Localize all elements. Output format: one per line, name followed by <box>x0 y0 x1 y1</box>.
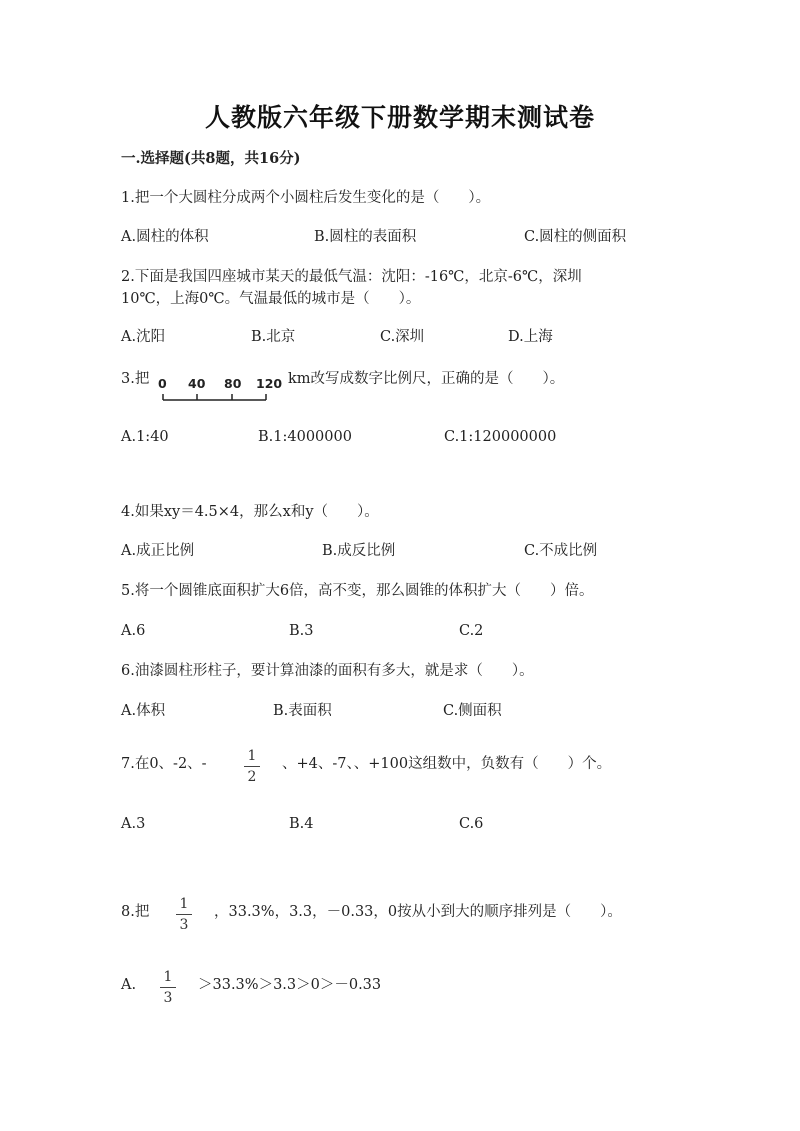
question-1-option-b: B.圆柱的表面积 <box>314 229 417 245</box>
fraction-one-third-option <box>160 969 176 1006</box>
question-2-option-c: C.深圳 <box>380 329 425 345</box>
page-title: 人教版六年级下册数学期末测试卷 <box>204 103 595 132</box>
question-6-option-c: C.侧面积 <box>443 703 502 719</box>
section-heading: 一.选择题(共8题，共16分) <box>121 150 301 167</box>
fraction-bar <box>176 914 192 915</box>
question-1-option-c: C.圆柱的侧面积 <box>524 229 627 245</box>
fraction-one-third <box>176 896 192 933</box>
question-5-option-c: C.2 <box>459 623 484 639</box>
question-3-stem-prefix: 3.把 <box>121 371 150 387</box>
question-3-option-a: A.1:40 <box>121 429 169 445</box>
fraction-denominator: 3 <box>163 990 173 1006</box>
question-7-option-a: A.3 <box>121 816 146 832</box>
question-6-stem: 6.油漆圆柱形柱子，要计算油漆的面积有多大，就是求（ ）。 <box>121 663 534 679</box>
question-7-stem-prefix: 7.在0、-2、- <box>121 756 207 772</box>
question-1-option-a: A.圆柱的体积 <box>121 229 209 245</box>
question-4-option-b: B.成反比例 <box>322 543 396 559</box>
fraction-one-half <box>244 748 260 785</box>
question-5-stem: 5.将一个圆锥底面积扩大6倍，高不变，那么圆锥的体积扩大（ ）倍。 <box>121 583 594 599</box>
question-7-option-b: B.4 <box>289 816 314 832</box>
question-2-option-b: B.北京 <box>251 329 296 345</box>
question-5-option-a: A.6 <box>121 623 146 639</box>
question-4-stem: 4.如果xy＝4.5×4，那么x和y（ ）。 <box>121 504 379 520</box>
scale-label-120: 120 <box>256 376 283 391</box>
scale-label-80: 80 <box>224 376 242 391</box>
question-3-stem-suffix: km改写成数字比例尺，正确的是（ ）。 <box>288 371 565 387</box>
question-3-option-c: C.1:120000000 <box>444 429 557 445</box>
fraction-bar <box>244 766 260 767</box>
question-2-stem-line2: 10℃，上海0℃。气温最低的城市是（ ）。 <box>121 291 421 307</box>
question-2-stem-line1: 2.下面是我国四座城市某天的最低气温：沈阳：-16℃，北京-6℃，深圳 <box>121 269 582 285</box>
scale-label-40: 40 <box>188 376 206 391</box>
scale-line <box>158 390 283 402</box>
question-7-option-c: C.6 <box>459 816 484 832</box>
question-5-option-b: B.3 <box>289 623 314 639</box>
question-8-stem-prefix: 8.把 <box>121 904 150 920</box>
fraction-numerator: 1 <box>247 748 257 764</box>
fraction-denominator: 3 <box>179 917 189 933</box>
question-7-stem-suffix: 、+4、-7、、+100这组数中，负数有（ ）个。 <box>282 756 612 772</box>
question-2-option-a: A.沈阳 <box>121 329 166 345</box>
question-4-option-c: C.不成比例 <box>524 543 598 559</box>
question-8-option-a-prefix: A. <box>121 977 137 993</box>
fraction-denominator: 2 <box>247 769 257 785</box>
question-8-option-a-suffix: ＞33.3%＞3.3＞0＞－0.33 <box>198 977 382 993</box>
fraction-numerator: 1 <box>179 896 189 912</box>
question-6-option-a: A.体积 <box>121 703 166 719</box>
question-4-option-a: A.成正比例 <box>121 543 195 559</box>
question-3-option-b: B.1:4000000 <box>258 429 352 445</box>
scale-bar <box>158 376 283 402</box>
fraction-bar <box>160 987 176 988</box>
question-8-stem-suffix: ，33.3%，3.3，－0.33，0按从小到大的顺序排列是（ ）。 <box>214 904 622 920</box>
question-6-option-b: B.表面积 <box>273 703 332 719</box>
scale-label-0: 0 <box>158 376 167 391</box>
question-1-stem: 1.把一个大圆柱分成两个小圆柱后发生变化的是（ ）。 <box>121 190 491 206</box>
fraction-numerator: 1 <box>163 969 173 985</box>
question-2-option-d: D.上海 <box>508 329 553 345</box>
